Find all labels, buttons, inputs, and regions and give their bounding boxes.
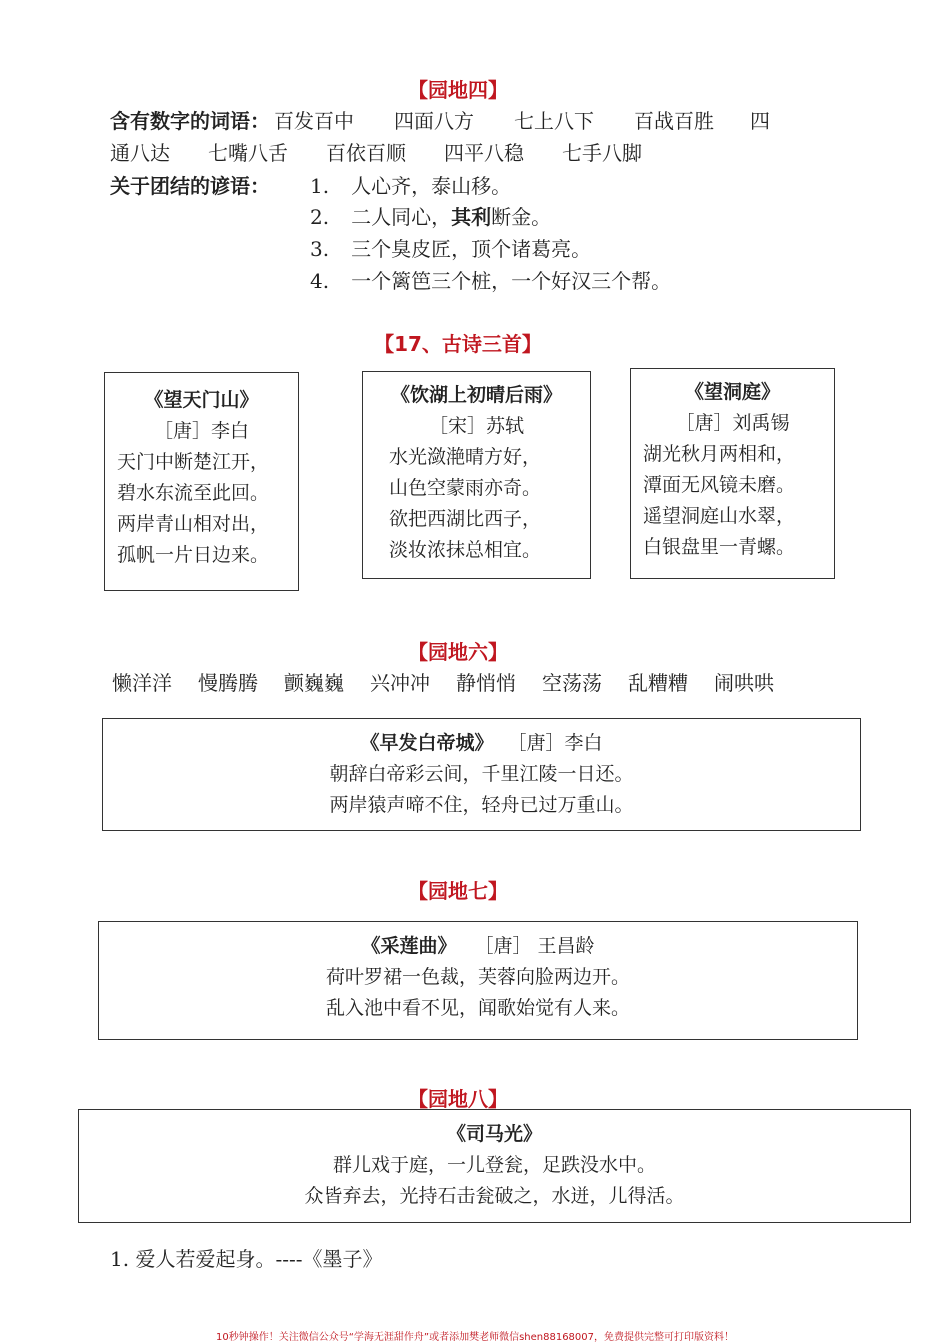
poem-line: 两岸青山相对出， [117, 513, 270, 535]
proverb-item [310, 233, 591, 262]
poem-line: 潭面无风镜未磨。 [643, 474, 796, 496]
proverb-item [310, 265, 671, 294]
lesson17-heading: 【17、古诗三首】 [374, 332, 542, 356]
number-words-label: 含有数字的词语： [110, 109, 270, 133]
poem-title: 《望洞庭》 [684, 381, 780, 403]
proverb-number: 4. [310, 269, 330, 293]
number-word: 七上八下 [514, 109, 594, 133]
poem-box [102, 718, 861, 831]
proverb-bold-text: 其利 [451, 205, 492, 229]
poem-line: 孤帆一片日边来。 [117, 544, 270, 566]
poem-line: 众皆弃去，光持石击瓮破之，水迸，儿得活。 [304, 1185, 685, 1207]
poem-box [362, 371, 591, 579]
poem-line: 山色空蒙雨亦奇。 [389, 477, 542, 499]
poem-line: 碧水东流至此回。 [117, 482, 270, 504]
poem-box [98, 921, 858, 1040]
poem-box [630, 368, 835, 579]
poem-line: 乱入池中看不见，闻歌始觉有人来。 [325, 997, 630, 1019]
poem-author: ［唐］李白 [153, 420, 249, 442]
proverb-text: 人心齐，泰山移。 [351, 174, 512, 198]
poem-author: ［宋］苏轼 [428, 415, 524, 437]
proverb-item [310, 201, 551, 230]
poem-line: 欲把西湖比西子， [389, 508, 542, 530]
word-item: 乱糟糟 [628, 671, 688, 695]
poem-line: 群儿戏于庭，一儿登瓮，足跌没水中。 [332, 1154, 656, 1176]
poem-box [104, 372, 299, 591]
word-item: 颤巍巍 [284, 671, 344, 695]
poem-line: 淡妆浓抹总相宜。 [389, 539, 542, 561]
number-word: 百战百胜 [634, 109, 714, 133]
number-word: 四平八稳 [444, 141, 524, 165]
proverb-number: 1. [310, 174, 330, 198]
proverb-text: 二人同心， [351, 205, 452, 229]
poem-title: 《望天门山》 [144, 389, 259, 411]
number-word: 百依百顺 [326, 141, 406, 165]
poem-heading [103, 728, 860, 759]
poem-line: 朝辞白帝彩云间，千里江陵一日还。 [329, 763, 634, 785]
proverb-text: 一个篱笆三个桩，一个好汉三个帮。 [351, 269, 672, 293]
proverbs-label: 关于团结的谚语： [110, 174, 270, 198]
word-item: 慢腾腾 [198, 671, 258, 695]
number-word: 通八达 [110, 141, 170, 165]
word-item: 闹哄哄 [714, 671, 774, 695]
poem-line: 两岸猿声啼不住，轻舟已过万重山。 [329, 794, 634, 816]
word-item: 懒洋洋 [112, 671, 172, 695]
footer-note: 10秒钟操作！关注微信公众号“学海无涯甜作舟”或者添加樊老师微信shen88168007，免费提供完整可打印版资料！ [215, 1332, 735, 1343]
poem-line: 水光潋滟晴方好， [389, 446, 542, 468]
garden7-heading: 【园地七】 [408, 879, 508, 903]
proverb-item [310, 170, 511, 199]
number-word: 百发百中 [274, 109, 354, 133]
poem-box [78, 1109, 911, 1223]
word-item: 空荡荡 [542, 671, 602, 695]
poem-author: ［唐］李白 [507, 732, 603, 754]
reduplicated-words [112, 667, 774, 696]
garden8-heading: 【园地八】 [408, 1087, 508, 1111]
number-word: 七手八脚 [562, 141, 642, 165]
poem-line: 遥望洞庭山水翠， [643, 505, 796, 527]
quote-line: 1. 爱人若爱起身。----《墨子》 [110, 1247, 383, 1271]
word-item: 静悄悄 [456, 671, 516, 695]
garden4-heading: 【园地四】 [408, 78, 508, 102]
word-item: 兴冲冲 [370, 671, 430, 695]
number-word-tail: 四 [750, 109, 770, 133]
number-word: 四面八方 [394, 109, 474, 133]
poem-title: 《采莲曲》 [361, 935, 457, 957]
number-words-line1 [110, 105, 770, 134]
garden6-heading: 【园地六】 [408, 640, 508, 664]
poem-heading [99, 931, 857, 962]
poem-author: ［唐］刘禹锡 [675, 412, 790, 434]
number-word: 七嘴八舌 [208, 141, 288, 165]
proverb-number: 3. [310, 237, 330, 261]
proverb-number: 2. [310, 205, 330, 229]
proverb-text: 三个臭皮匠，顶个诸葛亮。 [351, 237, 592, 261]
poem-line: 白银盘里一青螺。 [643, 536, 796, 558]
poem-line: 湖光秋月两相和， [643, 443, 796, 465]
poem-line: 荷叶罗裙一色裁，芙蓉向脸两边开。 [325, 966, 630, 988]
poem-title: 《司马光》 [446, 1123, 542, 1145]
number-words-line2 [110, 137, 642, 166]
poem-author: ［唐］ 王昌龄 [474, 935, 595, 957]
poem-line: 天门中断楚江开， [117, 451, 270, 473]
poem-title: 《饮湖上初晴后雨》 [390, 384, 562, 406]
poem-title: 《早发白帝城》 [360, 732, 494, 754]
proverb-text: 断金。 [491, 205, 552, 229]
